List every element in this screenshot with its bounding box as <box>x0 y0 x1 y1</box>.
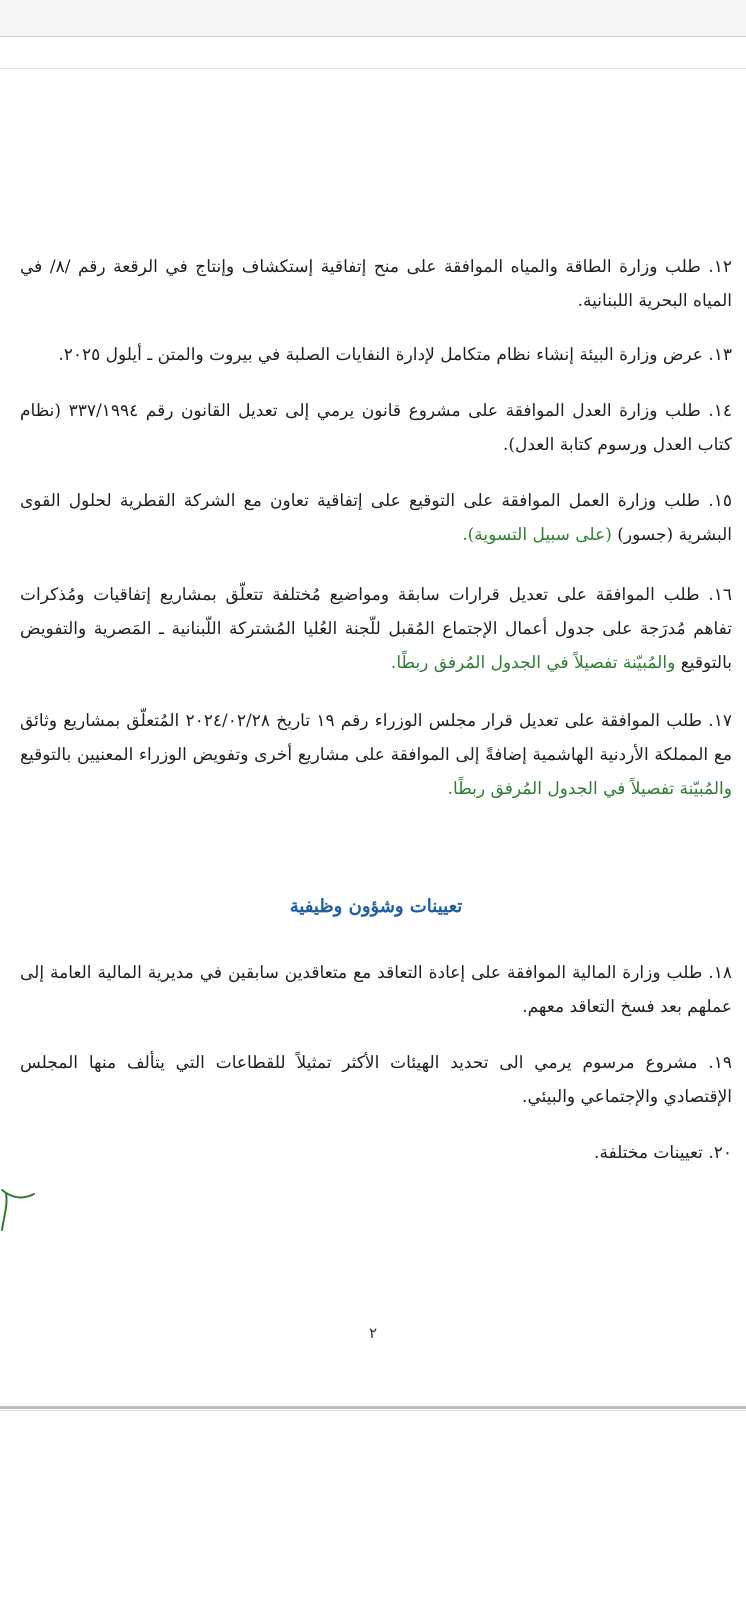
agenda-item-18 <box>20 956 732 1024</box>
agenda-item-20 <box>20 1136 732 1170</box>
agenda-item-text: ١٧. طلب الموافقة على تعديل قرار مجلس الوزراء رقم ١٩ تاريخ ٢٠٢٤/٠٢/٢٨ المُتعلّق بمشاريع وثائق مع المملكة الأردنية الهاشمية إضافةً إلى الموافقة على مشاريع أخرى وتفويض الوزراء المعنيين بالتوقيع <box>20 711 732 765</box>
agenda-item-19 <box>20 1046 732 1114</box>
page-number: ٢ <box>368 1324 378 1342</box>
agenda-item-text: ١٢. طلب وزارة الطاقة والمياه الموافقة على منح إتفاقية إستكشاف وإنتاج في الرقعة رقم /٨/ في المياه البحرية اللبنانية. <box>20 257 732 311</box>
agenda-item-note: والمُبيّنة تفصيلاً في الجدول المُرفق ربطًا. <box>390 653 676 673</box>
agenda-item-note: (على سبيل التسوية). <box>462 525 612 545</box>
agenda-item-16 <box>20 578 732 680</box>
agenda-item-text: ١٣. عرض وزارة البيئة إنشاء نظام متكامل لإدارة النفايات الصلبة في بيروت والمتن ـ أيلول ٢٠٢٥. <box>58 345 732 365</box>
agenda-item-13 <box>20 338 732 372</box>
agenda-item-text: ٢٠. تعيينات مختلفة. <box>594 1143 732 1163</box>
agenda-item-17 <box>20 704 732 806</box>
agenda-item-text: ١٤. طلب وزارة العدل الموافقة على مشروع قانون يرمي إلى تعديل القانون رقم ٣٣٧/١٩٩٤ (نظام كتاب العدل ورسوم كتابة العدل). <box>20 401 733 455</box>
agenda-item-text: ١٨. طلب وزارة المالية الموافقة على إعادة التعاقد مع متعاقدين سابقين في مديرية المالية العامة إلى عملهم بعد فسخ التعاقد معهم. <box>20 963 732 1017</box>
signature-mark-icon <box>0 1180 40 1240</box>
agenda-item-12 <box>20 250 732 318</box>
agenda-item-text: ١٥. طلب وزارة العمل الموافقة على التوقيع على إتفاقية تعاون مع الشركة القطرية لحلول القوى البشرية (جسور) <box>20 491 732 545</box>
agenda-item-note: والمُبيّنة تفصيلاً في الجدول المُرفق ربطًا. <box>447 779 732 799</box>
agenda-item-14 <box>20 394 732 462</box>
agenda-item-text: ١٩. مشروع مرسوم يرمي الى تحديد الهيئات الأكثر تمثيلاً للقطاعات التي يتألف منها المجلس الإقتصادي والإجتماعي والبيئي. <box>20 1053 732 1107</box>
agenda-item-text: ١٦. طلب الموافقة على تعديل قرارات سابقة ومواضيع مُختلفة تتعلّق بمشاريع إتفاقيات ومُذكرات تفاهم مُدرَجة على جدول أعمال الإجتماع المُقبل للّجنة العُليا المُشتركة اللّبنانية ـ المَصرية والتفويض بالتوقيع <box>20 585 732 673</box>
section-heading: تعيينات وشؤون وظيفية <box>289 896 463 917</box>
agenda-item-15 <box>20 484 732 552</box>
top-strip <box>0 0 746 36</box>
top-divider <box>0 36 746 37</box>
page-bottom-edge <box>0 1406 746 1409</box>
bottom-divider <box>0 1410 746 1411</box>
